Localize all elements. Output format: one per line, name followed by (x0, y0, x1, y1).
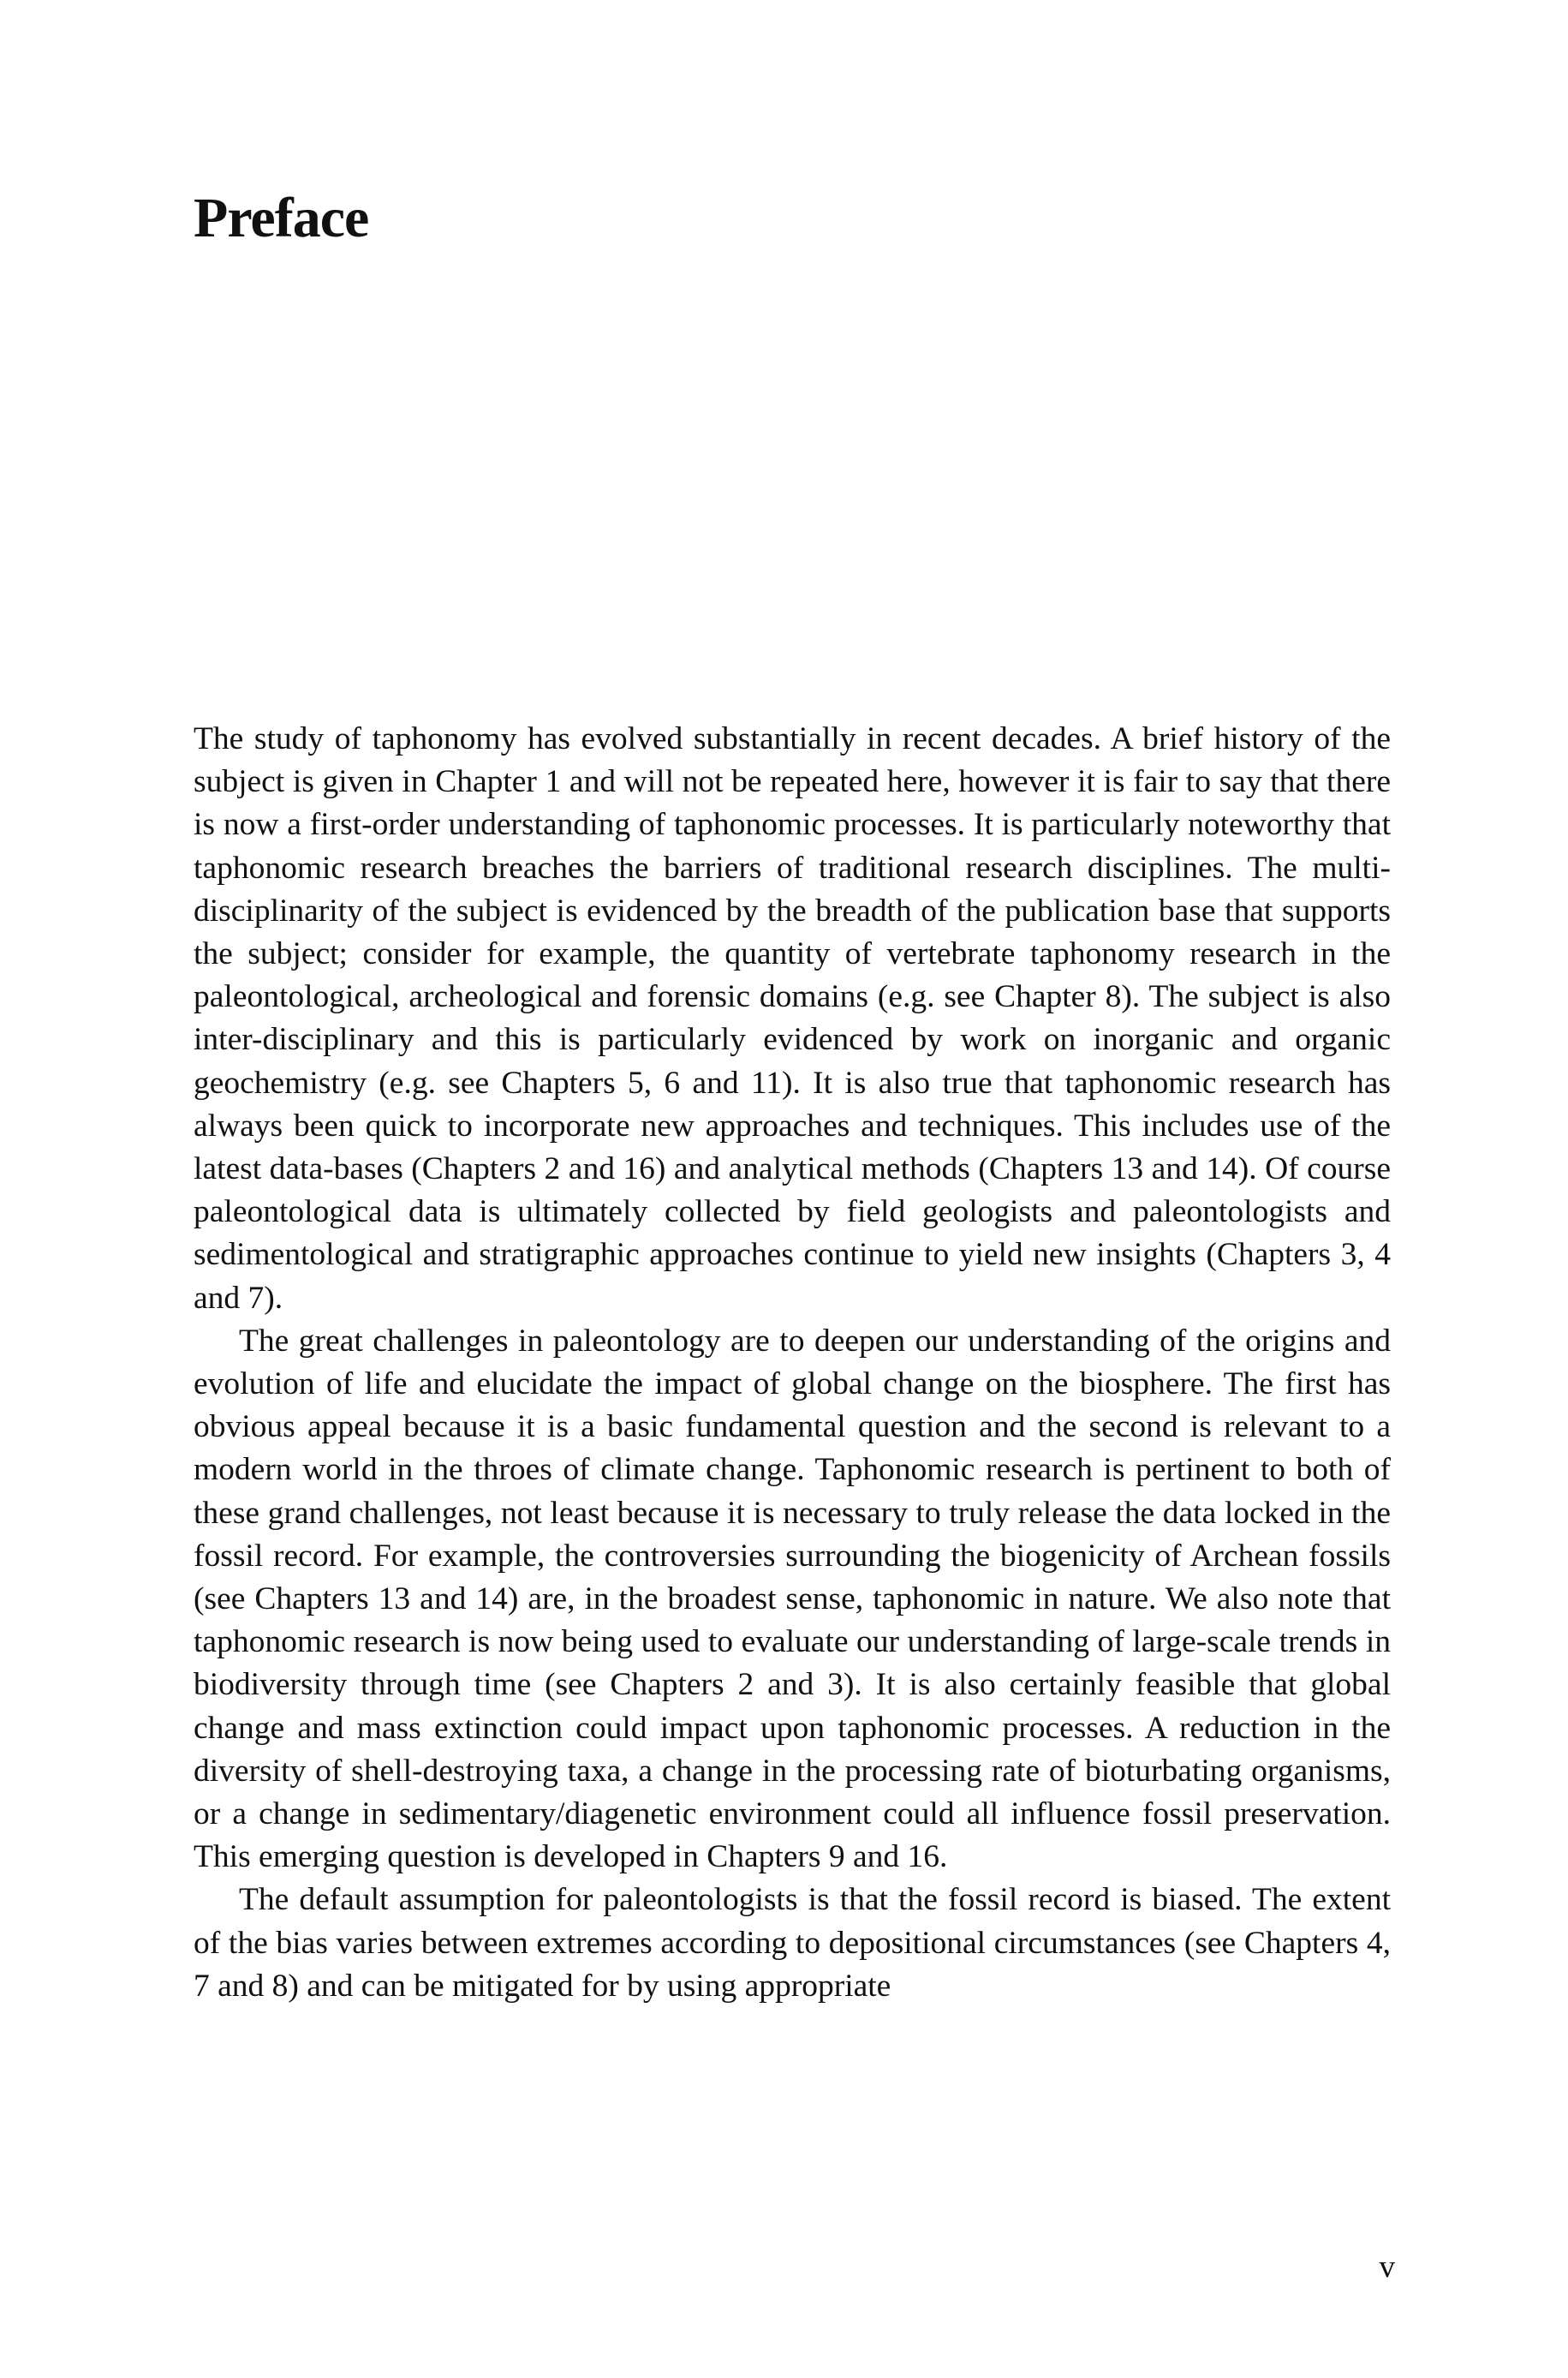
paragraph-1: The study of taphonomy has evolved substantially in recent decades. A brief history of the subject is given in Chapter 1 and will not be repeated here, however it is fair to say that there is now a first-order understanding of taphonomic processes. It is particularly noteworthy that taphonomic research breaches the barriers of traditional research disciplines. The multi-disciplinarity of the subject is evidenced by the breadth of the publication base that supports the subject; consider for example, the quantity of vertebrate taphonomy research in the paleontological, archeological and forensic domains (e.g. see Chapter 8). The subject is also inter-disciplinary and this is particularly evidenced by work on inorganic and organic geochemistry (e.g. see Chapters 5, 6 and 11). It is also true that taphonomic research has always been quick to incorporate new approaches and techniques. This includes use of the latest data-bases (Chapters 2 and 16) and analytical methods (Chapters 13 and 14). Of course paleontological data is ultimately collected by field geologists and paleontologists and sedimentological and stratigraphic approaches continue to yield new insights (Chapters 3, 4 and 7). (194, 721, 1391, 1316)
paragraph-3: The default assumption for paleontologists is that the fossil record is biased. The extent of the bias varies between extremes according to depositional circumstances (see Chapters 4, 7 and 8) and can be mitigated for by using appropriate (194, 1882, 1391, 2004)
paragraph-2: The great challenges in paleontology are to deepen our understanding of the origins and evolution of life and elucidate the impact of global change on the biosphere. The first has obvious appeal because it is a basic fundamental question and the second is relevant to a modern world in the throes of climate change. Taphonomic research is pertinent to both of these grand challenges, not least because it is necessary to truly release the data locked in the fossil record. For example, the controversies surrounding the biogenicity of Archean fossils (see Chapters 13 and 14) are, in the broadest sense, taphonomic in nature. We also note that taphonomic research is now being used to evaluate our understanding of large-scale trends in biodiversity through time (see Chapters 2 and 3). It is also certainly feasible that global change and mass extinction could impact upon taphonomic processes. A reduction in the diversity of shell-destroying taxa, a change in the processing rate of bioturbating organisms, or a change in sedimentary/diagenetic environment could all influence fossil preservation. This emerging question is developed in Chapters 9 and 16. (194, 1323, 1391, 1875)
page-title: Preface (194, 187, 369, 249)
page-number: v (1379, 2250, 1395, 2285)
body-text (194, 718, 1391, 2008)
